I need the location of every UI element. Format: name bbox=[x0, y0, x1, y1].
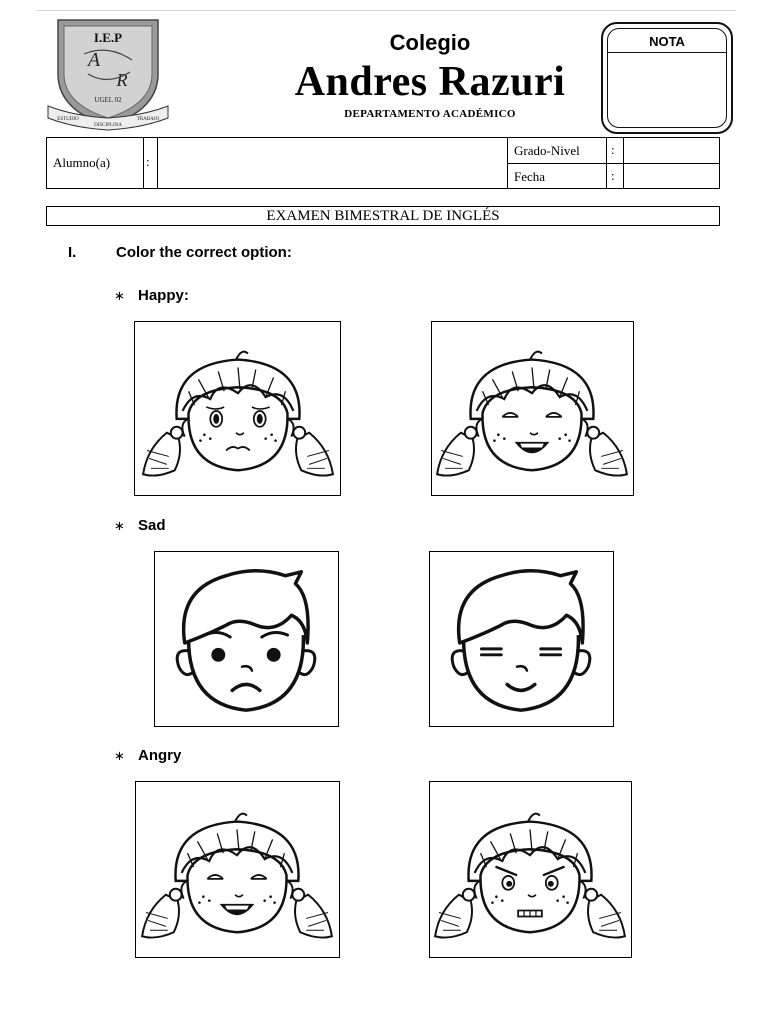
option-boy-sad-face[interactable] bbox=[154, 551, 339, 727]
grade-label: NOTA bbox=[649, 34, 685, 49]
option-girl-sad-face[interactable] bbox=[134, 321, 341, 496]
item-label-text: Sad bbox=[138, 517, 166, 534]
logo-ribbon-right: TRABAJO bbox=[136, 117, 160, 122]
bullet-star-icon: ∗ bbox=[114, 519, 125, 534]
date-field[interactable] bbox=[624, 164, 720, 188]
student-name-label: Alumno(a) bbox=[53, 155, 111, 170]
colegio-label: Colegio bbox=[389, 30, 471, 55]
date-label: Fecha bbox=[514, 169, 546, 184]
student-info-table bbox=[46, 137, 720, 189]
top-divider bbox=[36, 10, 736, 11]
student-name-colon: : bbox=[146, 154, 150, 169]
school-logo bbox=[44, 14, 172, 134]
bullet-star-icon: ∗ bbox=[114, 749, 125, 764]
option-girl-happy-face-2[interactable] bbox=[135, 781, 340, 958]
section-number: I. bbox=[68, 244, 77, 261]
item-angry-label bbox=[114, 747, 181, 764]
logo-ribbon-center: DISCIPLINA bbox=[94, 123, 122, 128]
logo-ugel-text: UGEL 02 bbox=[94, 96, 122, 104]
department-label: DEPARTAMENTO ACADÉMICO bbox=[344, 108, 516, 120]
section-instruction: Color the correct option: bbox=[116, 244, 292, 261]
item-label-text: Happy: bbox=[138, 287, 189, 304]
grade-level-colon: : bbox=[611, 142, 615, 157]
logo-letter-r: R bbox=[116, 70, 128, 90]
option-girl-angry-face[interactable] bbox=[429, 781, 632, 958]
section-heading bbox=[68, 244, 292, 261]
grade-level-field[interactable] bbox=[624, 138, 720, 163]
date-colon: : bbox=[611, 168, 615, 183]
item-happy-label bbox=[114, 287, 189, 304]
logo-iep-text: I.E.P bbox=[93, 30, 123, 45]
option-girl-happy-face[interactable] bbox=[431, 321, 634, 496]
grade-box[interactable] bbox=[601, 22, 733, 134]
exam-title: EXAMEN BIMESTRAL DE INGLÉS bbox=[46, 206, 720, 226]
option-boy-happy-face[interactable] bbox=[429, 551, 614, 727]
student-name-field[interactable] bbox=[158, 138, 507, 188]
item-sad-label bbox=[114, 517, 166, 534]
item-label-text: Angry bbox=[138, 747, 182, 764]
bullet-star-icon: ∗ bbox=[114, 289, 125, 304]
grade-level-label: Grado-Nivel bbox=[514, 143, 580, 158]
logo-ribbon-left: ESTUDIO bbox=[57, 117, 79, 122]
school-name: Andres Razuri bbox=[294, 59, 566, 105]
logo-letter-a: A bbox=[87, 49, 101, 71]
